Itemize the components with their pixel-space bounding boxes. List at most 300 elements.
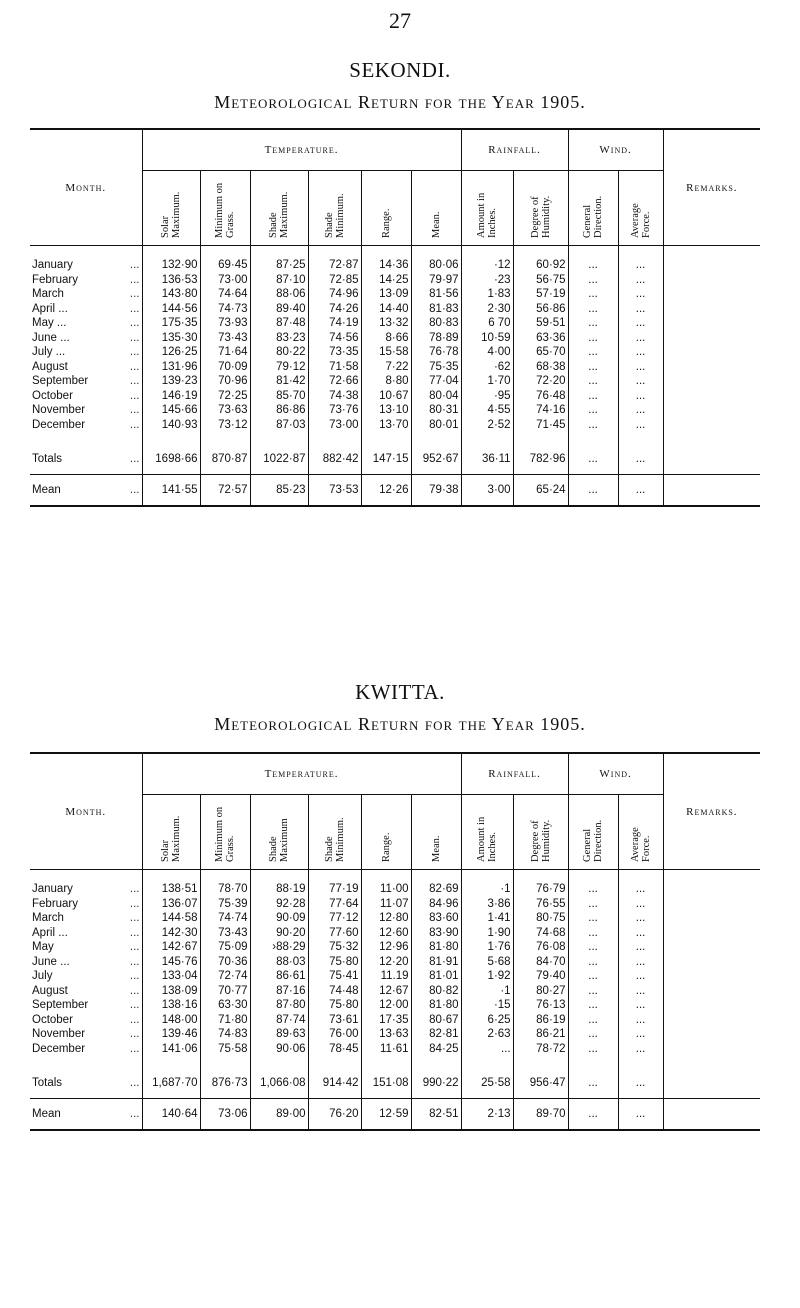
remarks-cell: [663, 403, 760, 418]
table-subtitle-sekondi: Meteorological Return for the Year 1905.: [214, 92, 586, 112]
month-header: Month.: [30, 753, 142, 870]
data-cell: 3·00: [461, 475, 513, 507]
data-cell: 13·09: [361, 287, 411, 302]
table-subtitle-kwitta: Meteorological Return for the Year 1905.: [214, 714, 586, 734]
data-cell: 12·26: [361, 475, 411, 507]
data-cell: ...: [568, 1042, 618, 1057]
data-cell: ...: [568, 940, 618, 955]
data-cell: 56·75: [513, 273, 568, 288]
data-cell: ...: [461, 1042, 513, 1057]
table-row: November ... 139·46 74·83 89·63 76·00 13·63 82·81 2·63 86·21 ... ...: [30, 1027, 760, 1042]
month-label: Mean: [32, 484, 61, 496]
data-cell: ...: [568, 389, 618, 404]
data-cell: 74·68: [513, 926, 568, 941]
data-cell: 73·76: [308, 403, 361, 418]
data-cell: 10·59: [461, 331, 513, 346]
table-row: September ... 138·16 63·30 87·80 75·80 12·00 81·80 ·15 76·13 ... ...: [30, 998, 760, 1013]
data-cell: 136·07: [142, 897, 200, 912]
station-title-kwitta: KWITTA.: [355, 680, 445, 704]
data-cell: ›88·29: [250, 940, 308, 955]
data-cell: 80·83: [411, 316, 461, 331]
data-cell: 74·83: [200, 1027, 250, 1042]
data-cell: 87·03: [250, 418, 308, 433]
month-label: June ...: [32, 955, 70, 968]
data-cell: ·95: [461, 389, 513, 404]
data-cell: 14·36: [361, 258, 411, 273]
data-cell: ...: [568, 955, 618, 970]
data-cell: 12·80: [361, 911, 411, 926]
data-cell: ...: [568, 969, 618, 984]
data-cell: 65·24: [513, 475, 568, 507]
remarks-cell: [663, 926, 760, 941]
month-label: April ...: [32, 926, 68, 939]
data-cell: 71·58: [308, 360, 361, 375]
data-cell: 3·86: [461, 897, 513, 912]
data-cell: ...: [568, 258, 618, 273]
data-cell: 87·16: [250, 984, 308, 999]
data-cell: ...: [618, 969, 663, 984]
data-cell: 138·16: [142, 998, 200, 1013]
remarks-cell: [663, 444, 760, 475]
data-cell: ...: [568, 444, 618, 475]
data-cell: 86·61: [250, 969, 308, 984]
data-cell: 14·40: [361, 302, 411, 317]
data-cell: 12·96: [361, 940, 411, 955]
data-cell: 139·46: [142, 1027, 200, 1042]
data-cell: 25·58: [461, 1068, 513, 1099]
remarks-cell: [663, 1027, 760, 1042]
data-cell: 140·64: [142, 1099, 200, 1131]
data-cell: ...: [568, 287, 618, 302]
data-cell: 8·66: [361, 331, 411, 346]
data-cell: 87·48: [250, 316, 308, 331]
data-cell: ...: [568, 273, 618, 288]
month-label: November: [32, 1028, 86, 1041]
data-cell: 81·01: [411, 969, 461, 984]
data-cell: 75·80: [308, 998, 361, 1013]
data-cell: 87·74: [250, 1013, 308, 1028]
data-cell: 8·80: [361, 374, 411, 389]
data-cell: ·1: [461, 984, 513, 999]
data-cell: ...: [568, 998, 618, 1013]
data-cell: ...: [618, 258, 663, 273]
data-cell: 72·25: [200, 389, 250, 404]
data-cell: 72·66: [308, 374, 361, 389]
data-cell: 952·67: [411, 444, 461, 475]
data-cell: 136·53: [142, 273, 200, 288]
data-cell: 59·51: [513, 316, 568, 331]
data-cell: 89·00: [250, 1099, 308, 1131]
data-cell: 76·08: [513, 940, 568, 955]
data-cell: 90·20: [250, 926, 308, 941]
rainfall-group-header: Rainfall.: [461, 753, 568, 795]
mean-row: Mean ... 140·64 73·06 89·00 76·20 12·59 82·51 2·13 89·70 ... ...: [30, 1099, 760, 1131]
table-row: July ... 133·04 72·74 86·61 75·41 11.19 81·01 1·92 79·40 ... ...: [30, 969, 760, 984]
data-cell: 1·83: [461, 287, 513, 302]
data-cell: ...: [618, 403, 663, 418]
data-cell: 148·00: [142, 1013, 200, 1028]
data-cell: ...: [618, 955, 663, 970]
data-cell: 82·69: [411, 882, 461, 897]
data-cell: 78·70: [200, 882, 250, 897]
data-cell: 79·40: [513, 969, 568, 984]
data-cell: 63·30: [200, 998, 250, 1013]
table-row: September ... 139·23 70·96 81·42 72·66 8·80 77·04 1·70 72·20 ... ...: [30, 374, 760, 389]
remarks-cell: [663, 360, 760, 375]
data-cell: 13·10: [361, 403, 411, 418]
data-cell: ...: [618, 1027, 663, 1042]
table-row: June ... ... 145·76 70·36 88·03 75·80 12·20 81·91 5·68 84·70 ... ...: [30, 955, 760, 970]
remarks-cell: [663, 911, 760, 926]
data-cell: ...: [568, 1099, 618, 1131]
data-cell: 145·76: [142, 955, 200, 970]
data-cell: 77·60: [308, 926, 361, 941]
data-cell: ·1: [461, 882, 513, 897]
data-cell: 81·56: [411, 287, 461, 302]
column-header: Minimum on Grass.: [214, 806, 236, 862]
data-cell: 1698·66: [142, 444, 200, 475]
meteorological-table-sekondi: [30, 128, 760, 507]
data-cell: 10·67: [361, 389, 411, 404]
data-cell: 74·26: [308, 302, 361, 317]
column-header: Range.: [380, 832, 392, 862]
data-cell: ...: [618, 1099, 663, 1131]
data-cell: ...: [568, 316, 618, 331]
remarks-cell: [663, 475, 760, 507]
totals-row: Totals ... 1,687·70 876·73 1,066·08 914·42 151·08 990·22 25·58 956·47 ... ...: [30, 1068, 760, 1099]
table-row: November ... 145·66 73·63 86·86 73·76 13·10 80·31 4·55 74·16 ... ...: [30, 403, 760, 418]
data-cell: 88·19: [250, 882, 308, 897]
data-cell: 80·04: [411, 389, 461, 404]
data-cell: 73·12: [200, 418, 250, 433]
table-row: August ... 131·96 70·09 79·12 71·58 7·22 75·35 ·62 68·38 ... ...: [30, 360, 760, 375]
data-cell: 138·09: [142, 984, 200, 999]
table-row: May ... ... 175·35 73·93 87·48 74·19 13·32 80·83 6 70 59·51 ... ...: [30, 316, 760, 331]
column-header: Degree of Humidity.: [529, 819, 552, 862]
data-cell: 145·66: [142, 403, 200, 418]
remarks-cell: [663, 258, 760, 273]
data-cell: 63·36: [513, 331, 568, 346]
month-label: October: [32, 389, 73, 402]
month-label: September: [32, 375, 89, 388]
table-row: July ... ... 126·25 71·64 80·22 73·35 15·58 76·78 4·00 65·70 ... ...: [30, 345, 760, 360]
table-row: January ... 132·90 69·45 87·25 72·87 14·36 80·06 ·12 60·92 ... ...: [30, 258, 760, 273]
data-cell: ...: [618, 1013, 663, 1028]
data-cell: 72·85: [308, 273, 361, 288]
column-header: Shade Maximum: [268, 817, 290, 862]
data-cell: 14·25: [361, 273, 411, 288]
data-cell: 140·93: [142, 418, 200, 433]
data-cell: ...: [618, 1042, 663, 1057]
data-cell: 77·04: [411, 374, 461, 389]
data-cell: ...: [618, 302, 663, 317]
month-label: Mean: [32, 1108, 61, 1120]
data-cell: 782·96: [513, 444, 568, 475]
data-cell: 1,066·08: [250, 1068, 308, 1099]
page-number: 27: [389, 8, 411, 33]
remarks-cell: [663, 1099, 760, 1131]
data-cell: 7·22: [361, 360, 411, 375]
data-cell: 13·70: [361, 418, 411, 433]
month-label: March: [32, 912, 64, 925]
data-cell: 1·41: [461, 911, 513, 926]
remarks-cell: [663, 998, 760, 1013]
data-cell: 13·63: [361, 1027, 411, 1042]
data-cell: 80·67: [411, 1013, 461, 1028]
data-cell: 1,687·70: [142, 1068, 200, 1099]
month-label: Totals: [32, 1077, 63, 1089]
data-cell: 76·79: [513, 882, 568, 897]
remarks-cell: [663, 1013, 760, 1028]
data-cell: ...: [618, 331, 663, 346]
data-cell: ...: [618, 287, 663, 302]
month-label: September: [32, 999, 89, 1012]
data-cell: 71·80: [200, 1013, 250, 1028]
data-cell: 90·09: [250, 911, 308, 926]
month-label: June ...: [32, 331, 70, 344]
data-cell: ...: [618, 475, 663, 507]
data-cell: 57·19: [513, 287, 568, 302]
data-cell: ...: [618, 444, 663, 475]
data-cell: 68·38: [513, 360, 568, 375]
data-cell: ...: [568, 882, 618, 897]
data-cell: 87·25: [250, 258, 308, 273]
data-cell: ...: [618, 273, 663, 288]
data-cell: 79·38: [411, 475, 461, 507]
data-cell: 71·45: [513, 418, 568, 433]
data-cell: 876·73: [200, 1068, 250, 1099]
data-cell: 142·30: [142, 926, 200, 941]
data-cell: 65·70: [513, 345, 568, 360]
month-label: August: [32, 360, 68, 373]
data-cell: 151·08: [361, 1068, 411, 1099]
data-cell: 74·38: [308, 389, 361, 404]
month-label: May: [32, 941, 54, 954]
remarks-cell: [663, 1068, 760, 1099]
data-cell: 73·93: [200, 316, 250, 331]
data-cell: 2·63: [461, 1027, 513, 1042]
data-cell: ...: [568, 1013, 618, 1028]
remarks-cell: [663, 1042, 760, 1057]
data-cell: 13·32: [361, 316, 411, 331]
month-label: February: [32, 273, 79, 286]
station-title-sekondi: SEKONDI.: [349, 58, 451, 82]
data-cell: 79·97: [411, 273, 461, 288]
column-header: Shade Minimum.: [323, 816, 346, 862]
data-cell: 1022·87: [250, 444, 308, 475]
column-header: Shade Minimum.: [323, 192, 346, 238]
data-cell: ...: [568, 1068, 618, 1099]
data-cell: 12·59: [361, 1099, 411, 1131]
data-cell: 84·70: [513, 955, 568, 970]
data-cell: ...: [568, 302, 618, 317]
data-cell: 914·42: [308, 1068, 361, 1099]
data-cell: 73·00: [308, 418, 361, 433]
month-label: July: [32, 970, 53, 983]
data-cell: 86·86: [250, 403, 308, 418]
data-cell: 75·39: [200, 897, 250, 912]
data-cell: 88·03: [250, 955, 308, 970]
data-cell: 17·35: [361, 1013, 411, 1028]
data-cell: ...: [618, 897, 663, 912]
data-cell: ...: [568, 345, 618, 360]
data-cell: 72·87: [308, 258, 361, 273]
totals-row: Totals ... 1698·66 870·87 1022·87 882·42 147·15 952·67 36·11 782·96 ... ...: [30, 444, 760, 475]
table-row: March ... 144·58 74·74 90·09 77·12 12·80 83·60 1·41 80·75 ... ...: [30, 911, 760, 926]
mean-row: Mean ... 141·55 72·57 85·23 73·53 12·26 79·38 3·00 65·24 ... ...: [30, 475, 760, 507]
data-cell: 6 70: [461, 316, 513, 331]
data-cell: 11·07: [361, 897, 411, 912]
data-cell: 76·20: [308, 1099, 361, 1131]
data-cell: 70·96: [200, 374, 250, 389]
month-header: Month.: [30, 129, 142, 246]
data-cell: 74·64: [200, 287, 250, 302]
data-cell: 85·70: [250, 389, 308, 404]
data-cell: 84·25: [411, 1042, 461, 1057]
data-cell: 77·12: [308, 911, 361, 926]
data-cell: 77·64: [308, 897, 361, 912]
data-cell: 4·00: [461, 345, 513, 360]
data-cell: 73·43: [200, 926, 250, 941]
remarks-cell: [663, 955, 760, 970]
data-cell: 126·25: [142, 345, 200, 360]
month-label: April ...: [32, 302, 68, 315]
data-cell: 84·96: [411, 897, 461, 912]
data-cell: ·62: [461, 360, 513, 375]
column-header: Mean.: [430, 210, 442, 238]
data-cell: 81·83: [411, 302, 461, 317]
data-cell: 143·80: [142, 287, 200, 302]
remarks-cell: [663, 331, 760, 346]
data-cell: 72·74: [200, 969, 250, 984]
data-cell: ...: [618, 911, 663, 926]
data-cell: 4·55: [461, 403, 513, 418]
data-cell: 74·74: [200, 911, 250, 926]
data-cell: 2·52: [461, 418, 513, 433]
data-cell: ...: [568, 911, 618, 926]
data-cell: 81·91: [411, 955, 461, 970]
remarks-header: Remarks.: [663, 753, 760, 870]
data-cell: 76·00: [308, 1027, 361, 1042]
data-cell: 82·51: [411, 1099, 461, 1131]
data-cell: 80·31: [411, 403, 461, 418]
data-cell: 75·58: [200, 1042, 250, 1057]
remarks-cell: [663, 316, 760, 331]
data-cell: 83·23: [250, 331, 308, 346]
data-cell: ...: [568, 984, 618, 999]
data-cell: 74·16: [513, 403, 568, 418]
data-cell: 79·12: [250, 360, 308, 375]
data-cell: 80·22: [250, 345, 308, 360]
data-cell: ...: [568, 1027, 618, 1042]
remarks-cell: [663, 897, 760, 912]
data-cell: 133·04: [142, 969, 200, 984]
data-cell: 36·11: [461, 444, 513, 475]
remarks-cell: [663, 287, 760, 302]
data-cell: 81·42: [250, 374, 308, 389]
remarks-cell: [663, 345, 760, 360]
data-cell: 74·48: [308, 984, 361, 999]
column-header: Amount in Inches.: [476, 192, 499, 238]
data-cell: 56·86: [513, 302, 568, 317]
data-cell: 78·72: [513, 1042, 568, 1057]
data-cell: 1·90: [461, 926, 513, 941]
data-cell: 139·23: [142, 374, 200, 389]
data-cell: ·23: [461, 273, 513, 288]
data-cell: 89·63: [250, 1027, 308, 1042]
month-label: December: [32, 1042, 86, 1055]
data-cell: ...: [568, 897, 618, 912]
data-cell: ...: [568, 331, 618, 346]
month-label: July ...: [32, 346, 66, 359]
data-cell: 12·60: [361, 926, 411, 941]
month-label: December: [32, 418, 86, 431]
data-cell: ...: [618, 984, 663, 999]
data-cell: 73·53: [308, 475, 361, 507]
data-cell: 141·55: [142, 475, 200, 507]
remarks-cell: [663, 374, 760, 389]
data-cell: 73·63: [200, 403, 250, 418]
table-row: August ... 138·09 70·77 87·16 74·48 12·67 80·82 ·1 80·27 ... ...: [30, 984, 760, 999]
month-label: March: [32, 288, 64, 301]
month-label: May ...: [32, 317, 67, 330]
data-cell: 144·58: [142, 911, 200, 926]
data-cell: ...: [568, 360, 618, 375]
month-label: January: [32, 259, 73, 272]
table-row: December ... 141·06 75·58 90·06 78·45 11·61 84·25 ... 78·72 ... ...: [30, 1042, 760, 1057]
month-label: January: [32, 883, 73, 896]
data-cell: 80·01: [411, 418, 461, 433]
data-cell: 78·45: [308, 1042, 361, 1057]
data-cell: 80·82: [411, 984, 461, 999]
temperature-group-header: Temperature.: [142, 753, 461, 795]
data-cell: 74·56: [308, 331, 361, 346]
data-cell: 86·19: [513, 1013, 568, 1028]
table-row: December ... 140·93 73·12 87·03 73·00 13·70 80·01 2·52 71·45 ... ...: [30, 418, 760, 433]
data-cell: 78·89: [411, 331, 461, 346]
column-header: Range.: [380, 208, 392, 238]
column-header: Solar Maximum.: [160, 815, 182, 862]
data-cell: ...: [618, 1068, 663, 1099]
data-cell: 1·92: [461, 969, 513, 984]
data-cell: 86·21: [513, 1027, 568, 1042]
remarks-cell: [663, 984, 760, 999]
data-cell: 146·19: [142, 389, 200, 404]
data-cell: ...: [618, 345, 663, 360]
data-cell: 92·28: [250, 897, 308, 912]
data-cell: 89·40: [250, 302, 308, 317]
data-cell: ...: [568, 418, 618, 433]
column-header: Shade Maximum.: [268, 191, 290, 238]
data-cell: 82·81: [411, 1027, 461, 1042]
data-cell: 15·58: [361, 345, 411, 360]
data-cell: 132·90: [142, 258, 200, 273]
data-cell: 85·23: [250, 475, 308, 507]
temperature-group-header: Temperature.: [142, 129, 461, 171]
data-cell: 12·20: [361, 955, 411, 970]
data-cell: 144·56: [142, 302, 200, 317]
data-cell: 70·77: [200, 984, 250, 999]
data-cell: 1·76: [461, 940, 513, 955]
data-cell: 74·96: [308, 287, 361, 302]
month-label: February: [32, 897, 79, 910]
remarks-cell: [663, 940, 760, 955]
data-cell: 72·20: [513, 374, 568, 389]
data-cell: 87·10: [250, 273, 308, 288]
data-cell: 81·80: [411, 998, 461, 1013]
remarks-cell: [663, 389, 760, 404]
column-header: Mean.: [430, 834, 442, 862]
